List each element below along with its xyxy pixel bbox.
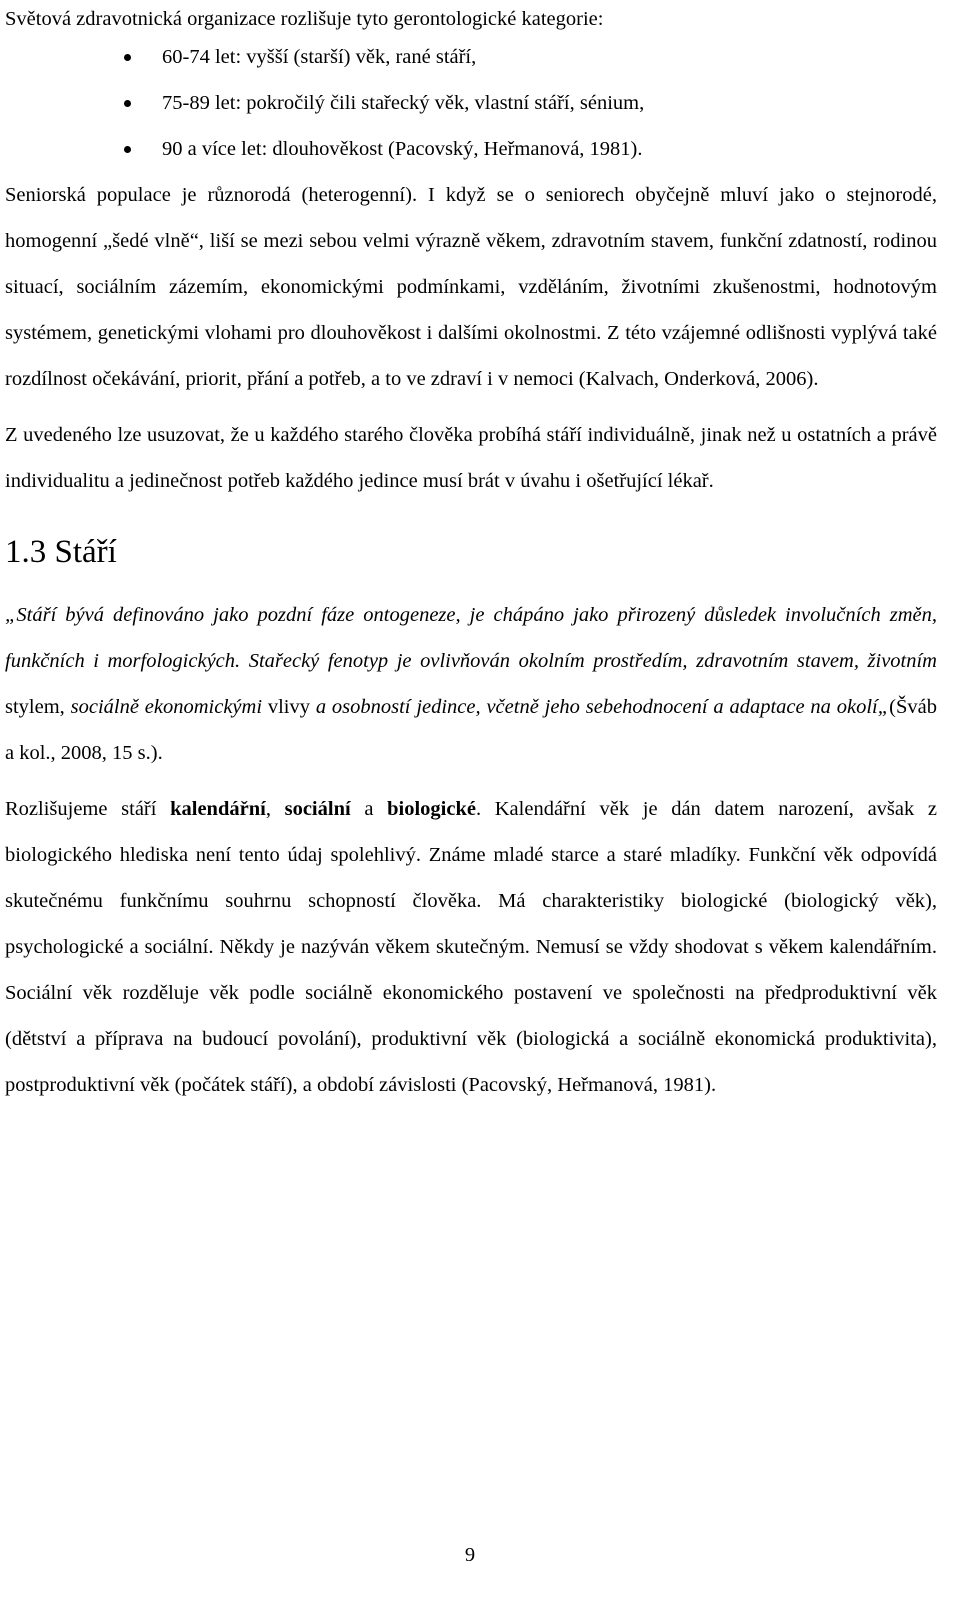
term-calendar: kalendářní xyxy=(170,798,266,820)
separator: a xyxy=(350,798,388,820)
quote-italic-a: „Stáří bývá definováno jako pozdní fáze ontogeneze, je chápáno jako přirozený důsledek involučních změn, funkčních i morfologických. Stařecký fenotyp je ovlivňován okolním prostředím, zdravotním stavem, životním xyxy=(5,604,937,672)
age-types-lead: Rozlišujeme stáří xyxy=(5,798,171,820)
quote-paragraph xyxy=(5,592,937,776)
age-types-rest: . Kalendářní věk je dán datem narození, avšak z biologického hlediska není tento údaj spolehlivý. Známe mladé starce a staré mladíky. Funkční věk odpovídá skutečnému funkčnímu souhrnu schopností člověka. Má charakteristiky biologické (biologický věk), psychologické a sociální. Někdy je nazýván věkem skutečným. Nemusí se vždy shodovat s věkem kalendářním. Sociální věk rozděluje věk podle sociálně ekonomického postavení ve společnosti na předproduktivní věk (dětství a příprava na budoucí povolání), produktivní věk (biologická a sociálně ekonomická produktivita), postproduktivní věk (počátek stáří), a období závislosti (Pacovský, Heřmanová, 1981). xyxy=(5,798,938,1096)
term-biological: biologické xyxy=(387,798,476,820)
quote-citation: (Šváb a kol., 2008, 15 s.). xyxy=(5,696,937,764)
paragraph-age-types xyxy=(5,786,937,1108)
paragraph-gap xyxy=(5,776,937,786)
section-heading: 1.3 Stáří xyxy=(5,534,117,570)
intro-text: Světová zdravotnická organizace rozlišuje tyto gerontologické kategorie: xyxy=(5,8,604,30)
paragraph-individuality: Z uvedeného lze usuzovat, že u každého starého člověka probíhá stáří individuálně, jinak než u ostatních a právě individualitu a jedinečnost potřeb každého jedince musí brát v úvahu i ošetřující lékař. xyxy=(5,424,937,492)
list-item: 75-89 let: pokročilý čili stařecký věk, vlastní stáří, sénium, xyxy=(5,80,937,126)
page-number: 9 xyxy=(464,1544,476,1566)
paragraph-heterogeneity: Seniorská populace je různorodá (heterogenní). I když se o seniorech obyčejně mluví jako o stejnorodé, homogenní „šedé vlně“, liší se mezi sebou velmi výrazně věkem, zdravotním stavem, funkční zdatností, rodinou situací, sociálním zázemím, ekonomickými podmínkami, vzděláním, životními zkušenostmi, hodnotovým systémem, genetickými vlohami pro dlouhověkost i dalšími okolnostmi. Z této vzájemné odlišnosti vyplývá také rozdílnost očekávání, priorit, přání a potřeb, a to ve zdraví i v nemoci (Kalvach, Onderková, 2006). xyxy=(5,184,937,390)
list-item: 60-74 let: vyšší (starší) věk, rané stáří, xyxy=(5,34,937,80)
quote-italic-b: sociálně ekonomickými xyxy=(70,696,263,718)
list-item: 90 a více let: dlouhověkost (Pacovský, Heřmanová, 1981). xyxy=(5,126,937,172)
quote-italic-c: a osobností jedince, včetně jeho sebehodnocení a adaptace na okolí„ xyxy=(315,696,890,718)
document-page xyxy=(5,0,937,1108)
age-category-list xyxy=(5,34,937,172)
quote-plain-a: stylem, xyxy=(5,696,71,718)
paragraph-gap xyxy=(5,402,937,412)
separator: , xyxy=(265,798,285,820)
term-social: sociální xyxy=(284,798,351,820)
quote-plain-b: vlivy xyxy=(262,696,316,718)
